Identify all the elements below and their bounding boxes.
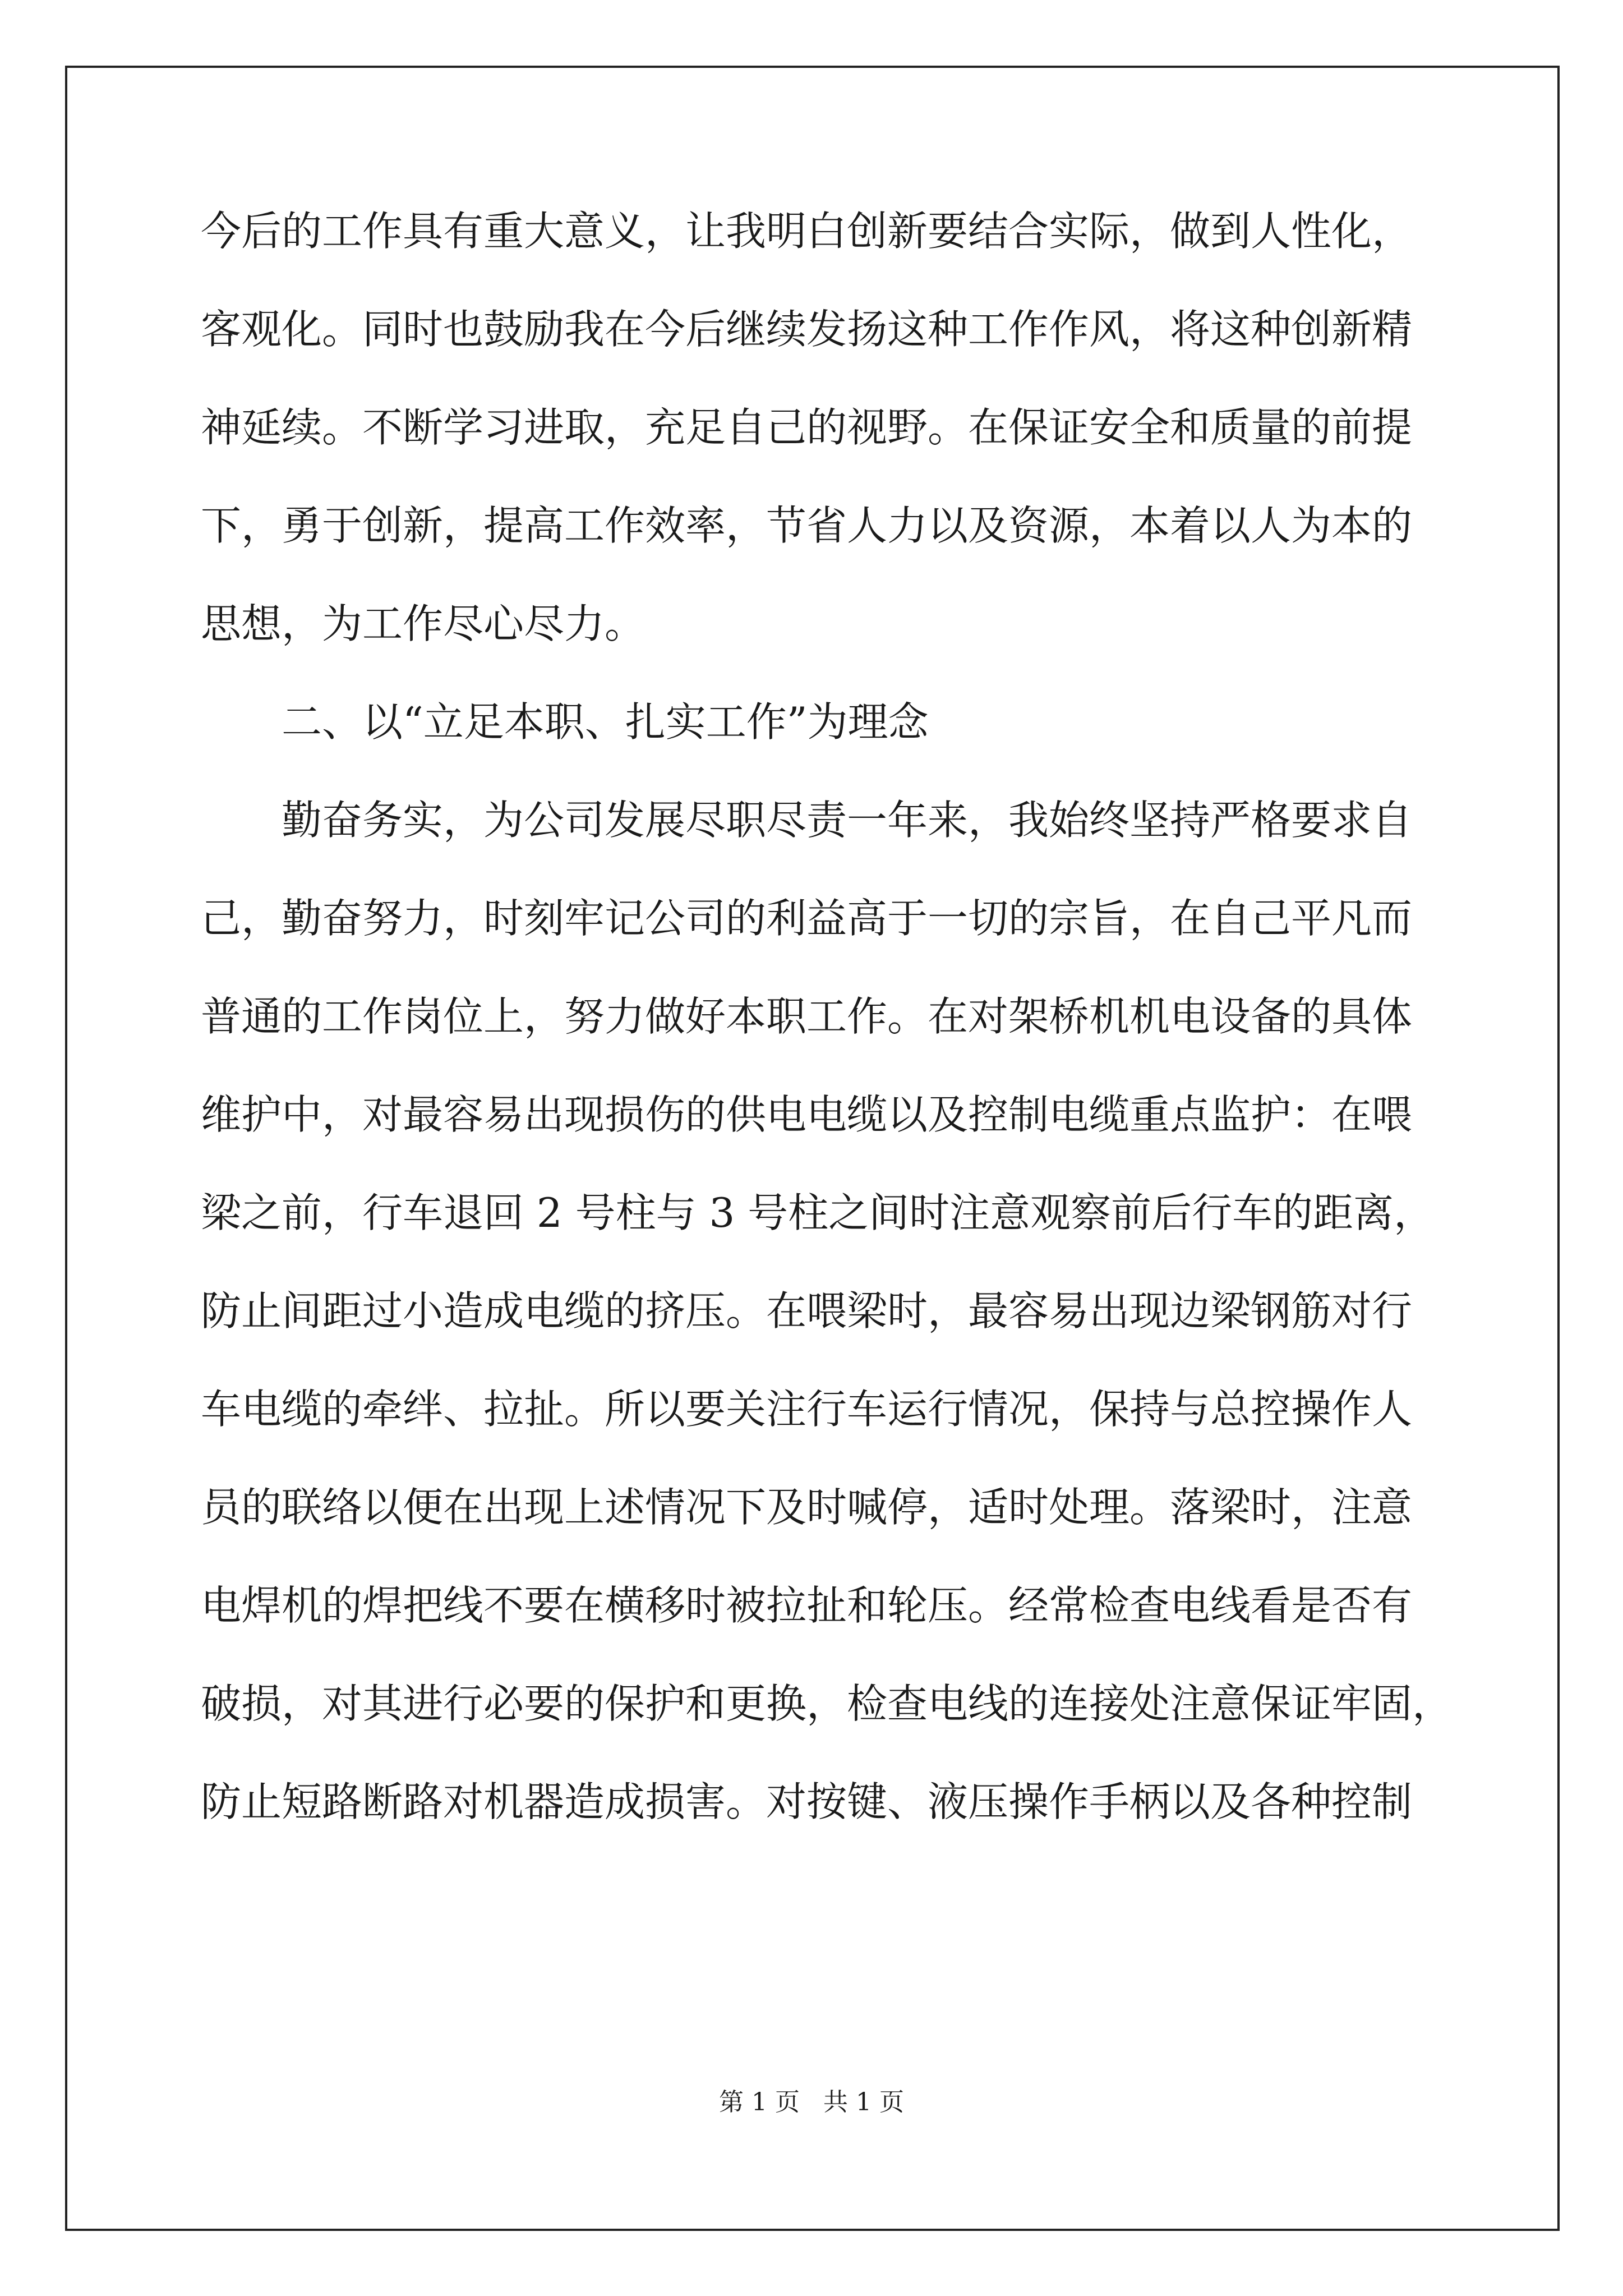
body-text-line: 电焊机的焊把线不要在横移时被拉扯和轮压。经常检查电线看是否有 bbox=[201, 1582, 1413, 1629]
page-border bbox=[65, 66, 1560, 2231]
body-text-line: 客观化。同时也鼓励我在今后继续发扬这种工作作风，将这种创新精 bbox=[201, 306, 1413, 353]
body-text-line: 勤奋务实，为公司发展尽职尽责一年来，我始终坚持严格要求自 bbox=[282, 797, 1413, 844]
body-text-line: 思想，为工作尽心尽力。 bbox=[201, 600, 645, 647]
body-text-line: 普通的工作岗位上，努力做好本职工作。在对架桥机机电设备的具体 bbox=[201, 993, 1413, 1040]
body-text-line: 防止短路断路对机器造成损害。对按键、液压操作手柄以及各种控制 bbox=[201, 1778, 1413, 1825]
page-footer: 第 1 页 共 1 页 bbox=[719, 2088, 904, 2116]
body-text-line: 下，勇于创新，提高工作效率，节省人力以及资源，本着以人为本的 bbox=[201, 502, 1413, 549]
body-text-line: 己，勤奋努力，时刻牢记公司的利益高于一切的宗旨，在自己平凡而 bbox=[201, 895, 1413, 942]
body-text-line: 破损，对其进行必要的保护和更换，检查电线的连接处注意保证牢固， bbox=[201, 1680, 1453, 1727]
body-text-line: 今后的工作具有重大意义，让我明白创新要结合实际，做到人性化， bbox=[201, 208, 1413, 255]
body-text-line: 维护中，对最容易出现损伤的供电电缆以及控制电缆重点监护：在喂 bbox=[201, 1091, 1413, 1138]
body-text-line: 员的联络以便在出现上述情况下及时喊停，适时处理。落梁时，注意 bbox=[201, 1484, 1413, 1531]
body-text-line: 防止间距过小造成电缆的挤压。在喂梁时，最容易出现边梁钢筋对行 bbox=[201, 1287, 1413, 1335]
body-text-line: 神延续。不断学习进取，充足自己的视野。在保证安全和质量的前提 bbox=[201, 404, 1413, 451]
section-heading: 二、以“立足本职、扎实工作”为理念 bbox=[282, 698, 929, 746]
body-text-line: 梁之前，行车退回 2 号柱与 3 号柱之间时注意观察前后行车的距离， bbox=[201, 1189, 1435, 1236]
body-text-line: 车电缆的牵绊、拉扯。所以要关注行车运行情况，保持与总控操作人 bbox=[201, 1386, 1413, 1433]
